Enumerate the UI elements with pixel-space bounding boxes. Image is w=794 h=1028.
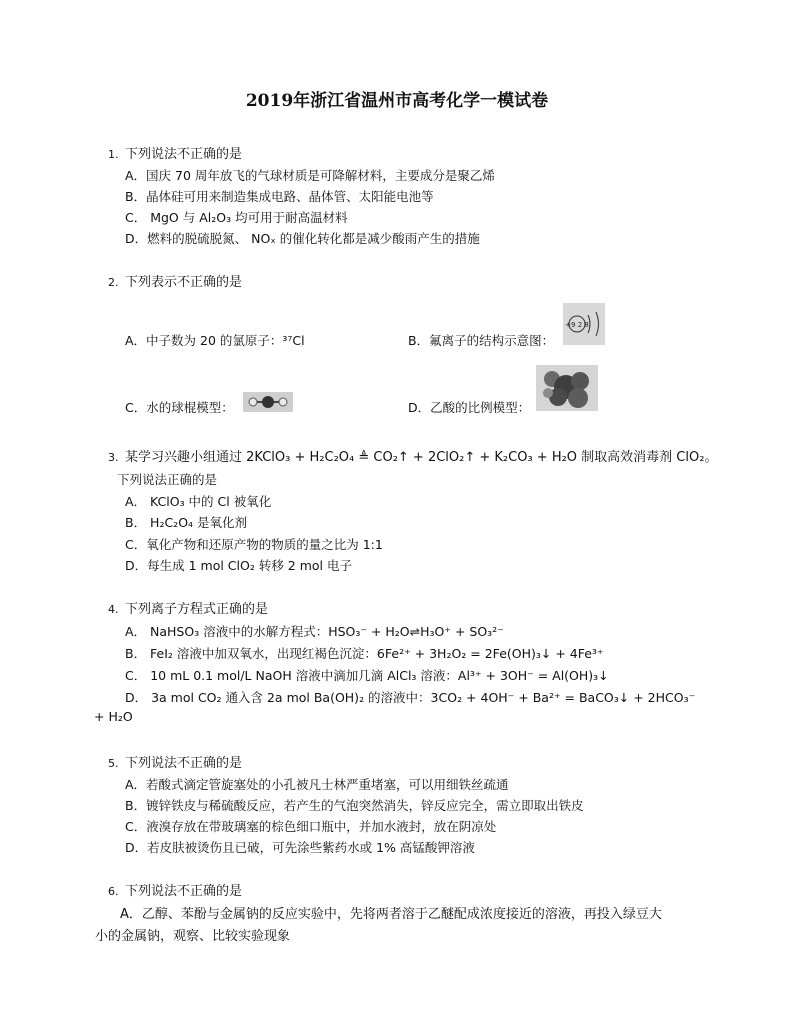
q3-option-a: A． KClO₃ 中的 Cl 被氧化 <box>125 494 272 509</box>
q1-option-a: A．国庆 70 周年放飞的气球材质是可降解材料，主要成分是聚乙烯 <box>125 168 495 183</box>
question-number: 3. <box>108 451 119 464</box>
q4-option-c: C． 10 mL 0.1 mol/L NaOH 溶液中滴加几滴 AlCl₃ 溶液：Al³⁺ + 3OH⁻ = Al(OH)₃↓ <box>125 668 609 683</box>
q3-option-c: C．氧化产物和还原产物的物质的量之比为 1:1 <box>125 537 383 552</box>
question-2 <box>108 273 242 293</box>
ball-stick-model-icon <box>243 392 293 412</box>
q5-option-a: A．若酸式滴定管旋塞处的小孔被凡士林严重堵塞，可以用细铁丝疏通 <box>125 777 509 792</box>
q5-option-c: C．液溴存放在带玻璃塞的棕色细口瓶中，并加水液封，放在阴凉处 <box>125 819 497 834</box>
q4-option-b: B． FeI₂ 溶液中加双氧水，出现红褐色沉淀：6Fe²⁺ + 3H₂O₂ = 2Fe(OH)₃↓ + 4Fe³⁺ <box>125 646 604 661</box>
question-stem: 下列离子方程式正确的是 <box>125 602 269 617</box>
question-3 <box>108 448 717 468</box>
q2-option-d: D．乙酸的比例模型： <box>408 400 531 415</box>
q4-option-d-continued: + H₂O <box>94 709 133 724</box>
q6-option-a: A．乙醇、苯酚与金属钠的反应实验中，先将两者溶于乙醚配成浓度接近的溶液，再投入绿豆大 <box>120 907 662 922</box>
ion-structure-icon <box>563 303 605 345</box>
q3-stem-continued: 下列说法正确的是 <box>117 472 218 487</box>
q5-option-d: D．若皮肤被烫伤且已破，可先涂些紫药水或 1% 高锰酸钾溶液 <box>125 840 475 855</box>
question-stem: 下列说法不正确的是 <box>125 147 243 162</box>
q2-option-c: C．水的球棍模型： <box>125 400 234 415</box>
question-stem: 下列说法不正确的是 <box>125 884 243 899</box>
q1-option-c: C． MgO 与 Al₂O₃ 均可用于耐高温材料 <box>125 210 348 225</box>
question-stem: 下列表示不正确的是 <box>125 275 243 290</box>
question-5 <box>108 754 242 774</box>
question-number: 1. <box>108 148 119 161</box>
question-stem: 下列说法不正确的是 <box>125 756 243 771</box>
q2-option-b: B．氟离子的结构示意图： <box>408 333 555 348</box>
question-number: 5. <box>108 757 119 770</box>
q3-option-d: D．每生成 1 mol ClO₂ 转移 2 mol 电子 <box>125 558 352 573</box>
water-ball-stick-model <box>243 392 293 412</box>
question-number: 4. <box>108 603 119 616</box>
question-1 <box>108 145 242 165</box>
q6-option-a-continued: 小的金属钠，观察、比较实验现象 <box>95 929 291 944</box>
q5-option-b: B．镀锌铁皮与稀硫酸反应，若产生的气泡突然消失，锌反应完全，需立即取出铁皮 <box>125 798 584 813</box>
question-6 <box>108 882 242 902</box>
question-number: 6. <box>108 885 119 898</box>
space-filling-model-icon <box>536 365 598 411</box>
diagram-label: +9 2 8 <box>565 321 589 329</box>
q1-option-d: D．燃料的脱硫脱氮、 NOₓ 的催化转化都是减少酸雨产生的措施 <box>125 231 480 246</box>
page-title: 2019年浙江省温州市高考化学一模试卷 <box>245 91 549 111</box>
question-4 <box>108 600 268 620</box>
q4-option-d: D． 3a mol CO₂ 通入含 2a mol Ba(OH)₂ 的溶液中：3CO₂ + 4OH⁻ + Ba²⁺ = BaCO₃↓ + 2HCO₃⁻ <box>125 690 696 705</box>
question-number: 2. <box>108 276 119 289</box>
fluoride-ion-diagram <box>563 303 605 345</box>
acetic-acid-space-filling-model <box>536 365 598 411</box>
q2-option-a: A．中子数为 20 的氯原子：³⁷Cl <box>125 333 305 348</box>
q4-option-a: A． NaHSO₃ 溶液中的水解方程式：HSO₃⁻ + H₂O⇌H₃O⁺ + SO₃²⁻ <box>125 624 504 639</box>
q3-option-b: B． H₂C₂O₄ 是氧化剂 <box>125 515 248 530</box>
q1-option-b: B．晶体硅可用来制造集成电路、晶体管、太阳能电池等 <box>125 189 434 204</box>
question-stem: 某学习兴趣小组通过 2KClO₃ + H₂C₂O₄ ≜ CO₂↑ + 2ClO₂↑ + K₂CO₃ + H₂O 制取高效消毒剂 ClO₂。 <box>125 450 718 465</box>
